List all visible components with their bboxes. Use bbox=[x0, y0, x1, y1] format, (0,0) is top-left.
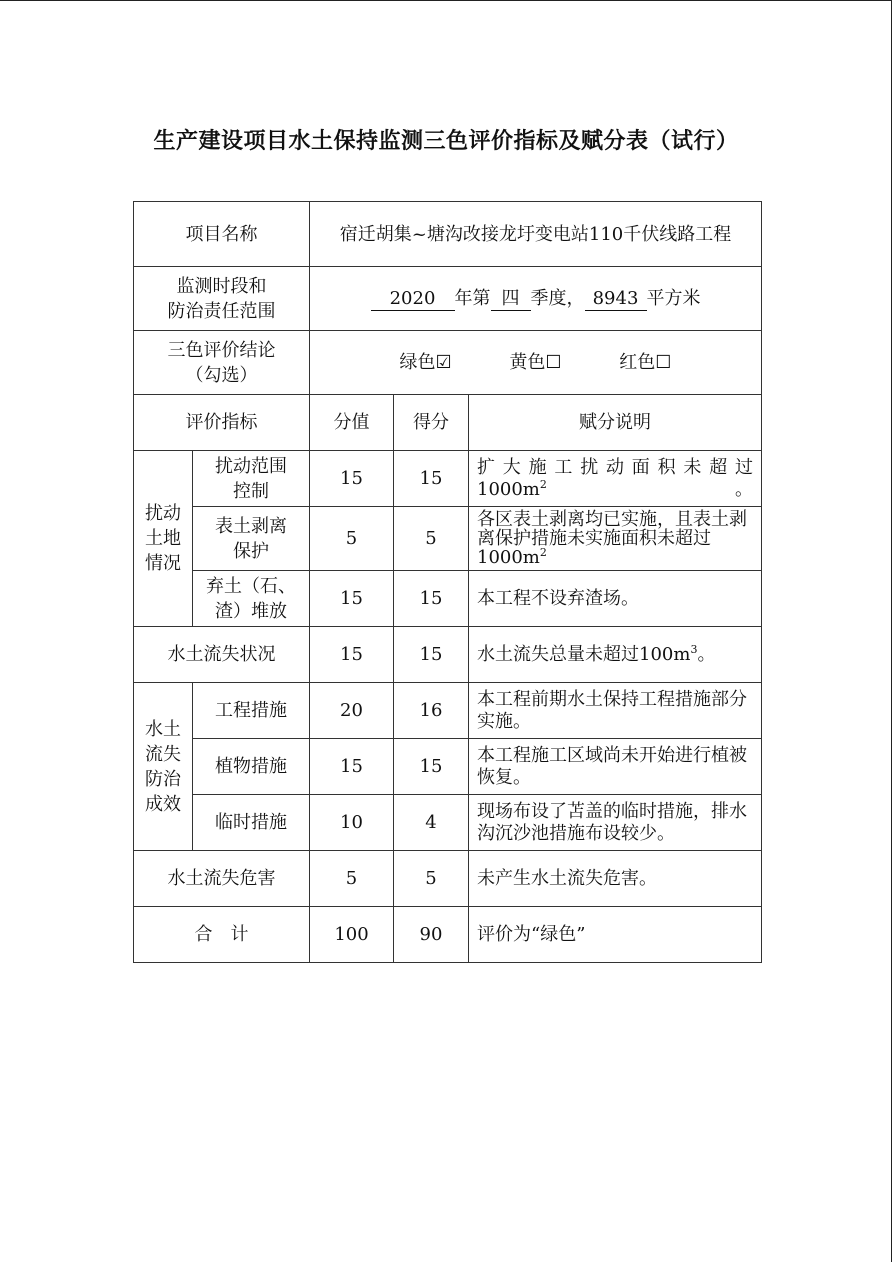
table-row bbox=[134, 795, 762, 851]
row-name: 扰动范围控制 bbox=[193, 451, 310, 507]
row-name: 植物措施 bbox=[193, 739, 310, 795]
row-got: 15 bbox=[394, 451, 469, 507]
total-row bbox=[134, 907, 762, 963]
table-row bbox=[134, 571, 762, 627]
group-disturbance: 扰动土地情况 bbox=[134, 451, 193, 627]
row-note: 水土流失总量未超过$100m^3$。 bbox=[469, 627, 762, 683]
conclusion-label-line2: （勾选） bbox=[185, 364, 258, 386]
row-score: 5 bbox=[310, 851, 394, 907]
header-row bbox=[134, 395, 762, 451]
row-score: 5 bbox=[310, 507, 394, 571]
red-checkbox[interactable]: 红色☐ bbox=[619, 352, 672, 373]
row-score: 15 bbox=[310, 451, 394, 507]
header-got: 得分 bbox=[394, 395, 469, 451]
table-row bbox=[134, 627, 762, 683]
total-label: 合 计 bbox=[134, 907, 310, 963]
group-effect: 水土流失防治成效 bbox=[134, 683, 193, 851]
project-name: 宿迁胡集~塘沟改接龙圩变电站110千伏线路工程 bbox=[310, 202, 762, 267]
row-score: 20 bbox=[310, 683, 394, 739]
period-quarter-suffix: 季度， bbox=[530, 288, 585, 309]
row-score: 15 bbox=[310, 571, 394, 627]
project-label: 项目名称 bbox=[134, 202, 310, 267]
period-label-line2: 防治责任范围 bbox=[167, 300, 276, 322]
evaluation-table bbox=[133, 201, 762, 963]
period-quarter: 四 bbox=[491, 288, 531, 311]
period-year-suffix: 年第 bbox=[454, 288, 491, 309]
row-got: 16 bbox=[394, 683, 469, 739]
table-row bbox=[134, 851, 762, 907]
period-area-unit: 平方米 bbox=[646, 288, 701, 309]
header-note: 赋分说明 bbox=[469, 395, 762, 451]
green-checkbox[interactable]: 绿色☑ bbox=[399, 352, 452, 373]
yellow-checkbox[interactable]: 黄色☐ bbox=[509, 352, 562, 373]
row-name: 水土流失危害 bbox=[134, 851, 310, 907]
row-note: 扩大施工扰动面积未超过$1000m^2$。 bbox=[469, 451, 762, 507]
project-row bbox=[134, 202, 762, 267]
row-note: 未产生水土流失危害。 bbox=[469, 851, 762, 907]
total-note: 评价为“绿色” bbox=[469, 907, 762, 963]
table-row bbox=[134, 739, 762, 795]
period-year: 2020 bbox=[371, 288, 455, 311]
table-row bbox=[134, 451, 762, 507]
total-got: 90 bbox=[394, 907, 469, 963]
conclusion-label bbox=[134, 331, 310, 395]
conclusion-label-line1: 三色评价结论 bbox=[167, 339, 276, 361]
row-got: 15 bbox=[394, 739, 469, 795]
row-got: 5 bbox=[394, 851, 469, 907]
period-area: 8943 bbox=[585, 288, 647, 311]
total-score: 100 bbox=[310, 907, 394, 963]
row-note: 各区表土剥离均已实施，且表土剥离保护措施未实施面积未超过$1000m^2$ bbox=[469, 507, 762, 571]
header-score: 分值 bbox=[310, 395, 394, 451]
header-indicator: 评价指标 bbox=[134, 395, 310, 451]
row-name: 弃土（石、渣）堆放 bbox=[193, 571, 310, 627]
row-got: 5 bbox=[394, 507, 469, 571]
period-value bbox=[310, 267, 762, 331]
row-got: 4 bbox=[394, 795, 469, 851]
row-score: 15 bbox=[310, 627, 394, 683]
row-note: 本工程施工区域尚未开始进行植被恢复。 bbox=[469, 739, 762, 795]
table-row bbox=[134, 683, 762, 739]
document-title: 生产建设项目水土保持监测三色评价指标及赋分表（试行） bbox=[153, 129, 739, 154]
row-score: 15 bbox=[310, 739, 394, 795]
period-label-line1: 监测时段和 bbox=[176, 275, 267, 297]
period-label bbox=[134, 267, 310, 331]
row-got: 15 bbox=[394, 627, 469, 683]
row-got: 15 bbox=[394, 571, 469, 627]
page-top-border bbox=[0, 0, 892, 1]
row-note: 现场布设了苫盖的临时措施，排水沟沉沙池措施布设较少。 bbox=[469, 795, 762, 851]
row-name: 表土剥离保护 bbox=[193, 507, 310, 571]
conclusion-row bbox=[134, 331, 762, 395]
row-name: 临时措施 bbox=[193, 795, 310, 851]
period-row bbox=[134, 267, 762, 331]
row-name: 工程措施 bbox=[193, 683, 310, 739]
row-name: 水土流失状况 bbox=[134, 627, 310, 683]
conclusion-options bbox=[310, 331, 762, 395]
row-note: 本工程前期水土保持工程措施部分实施。 bbox=[469, 683, 762, 739]
row-note: 本工程不设弃渣场。 bbox=[469, 571, 762, 627]
row-score: 10 bbox=[310, 795, 394, 851]
table-row bbox=[134, 507, 762, 571]
